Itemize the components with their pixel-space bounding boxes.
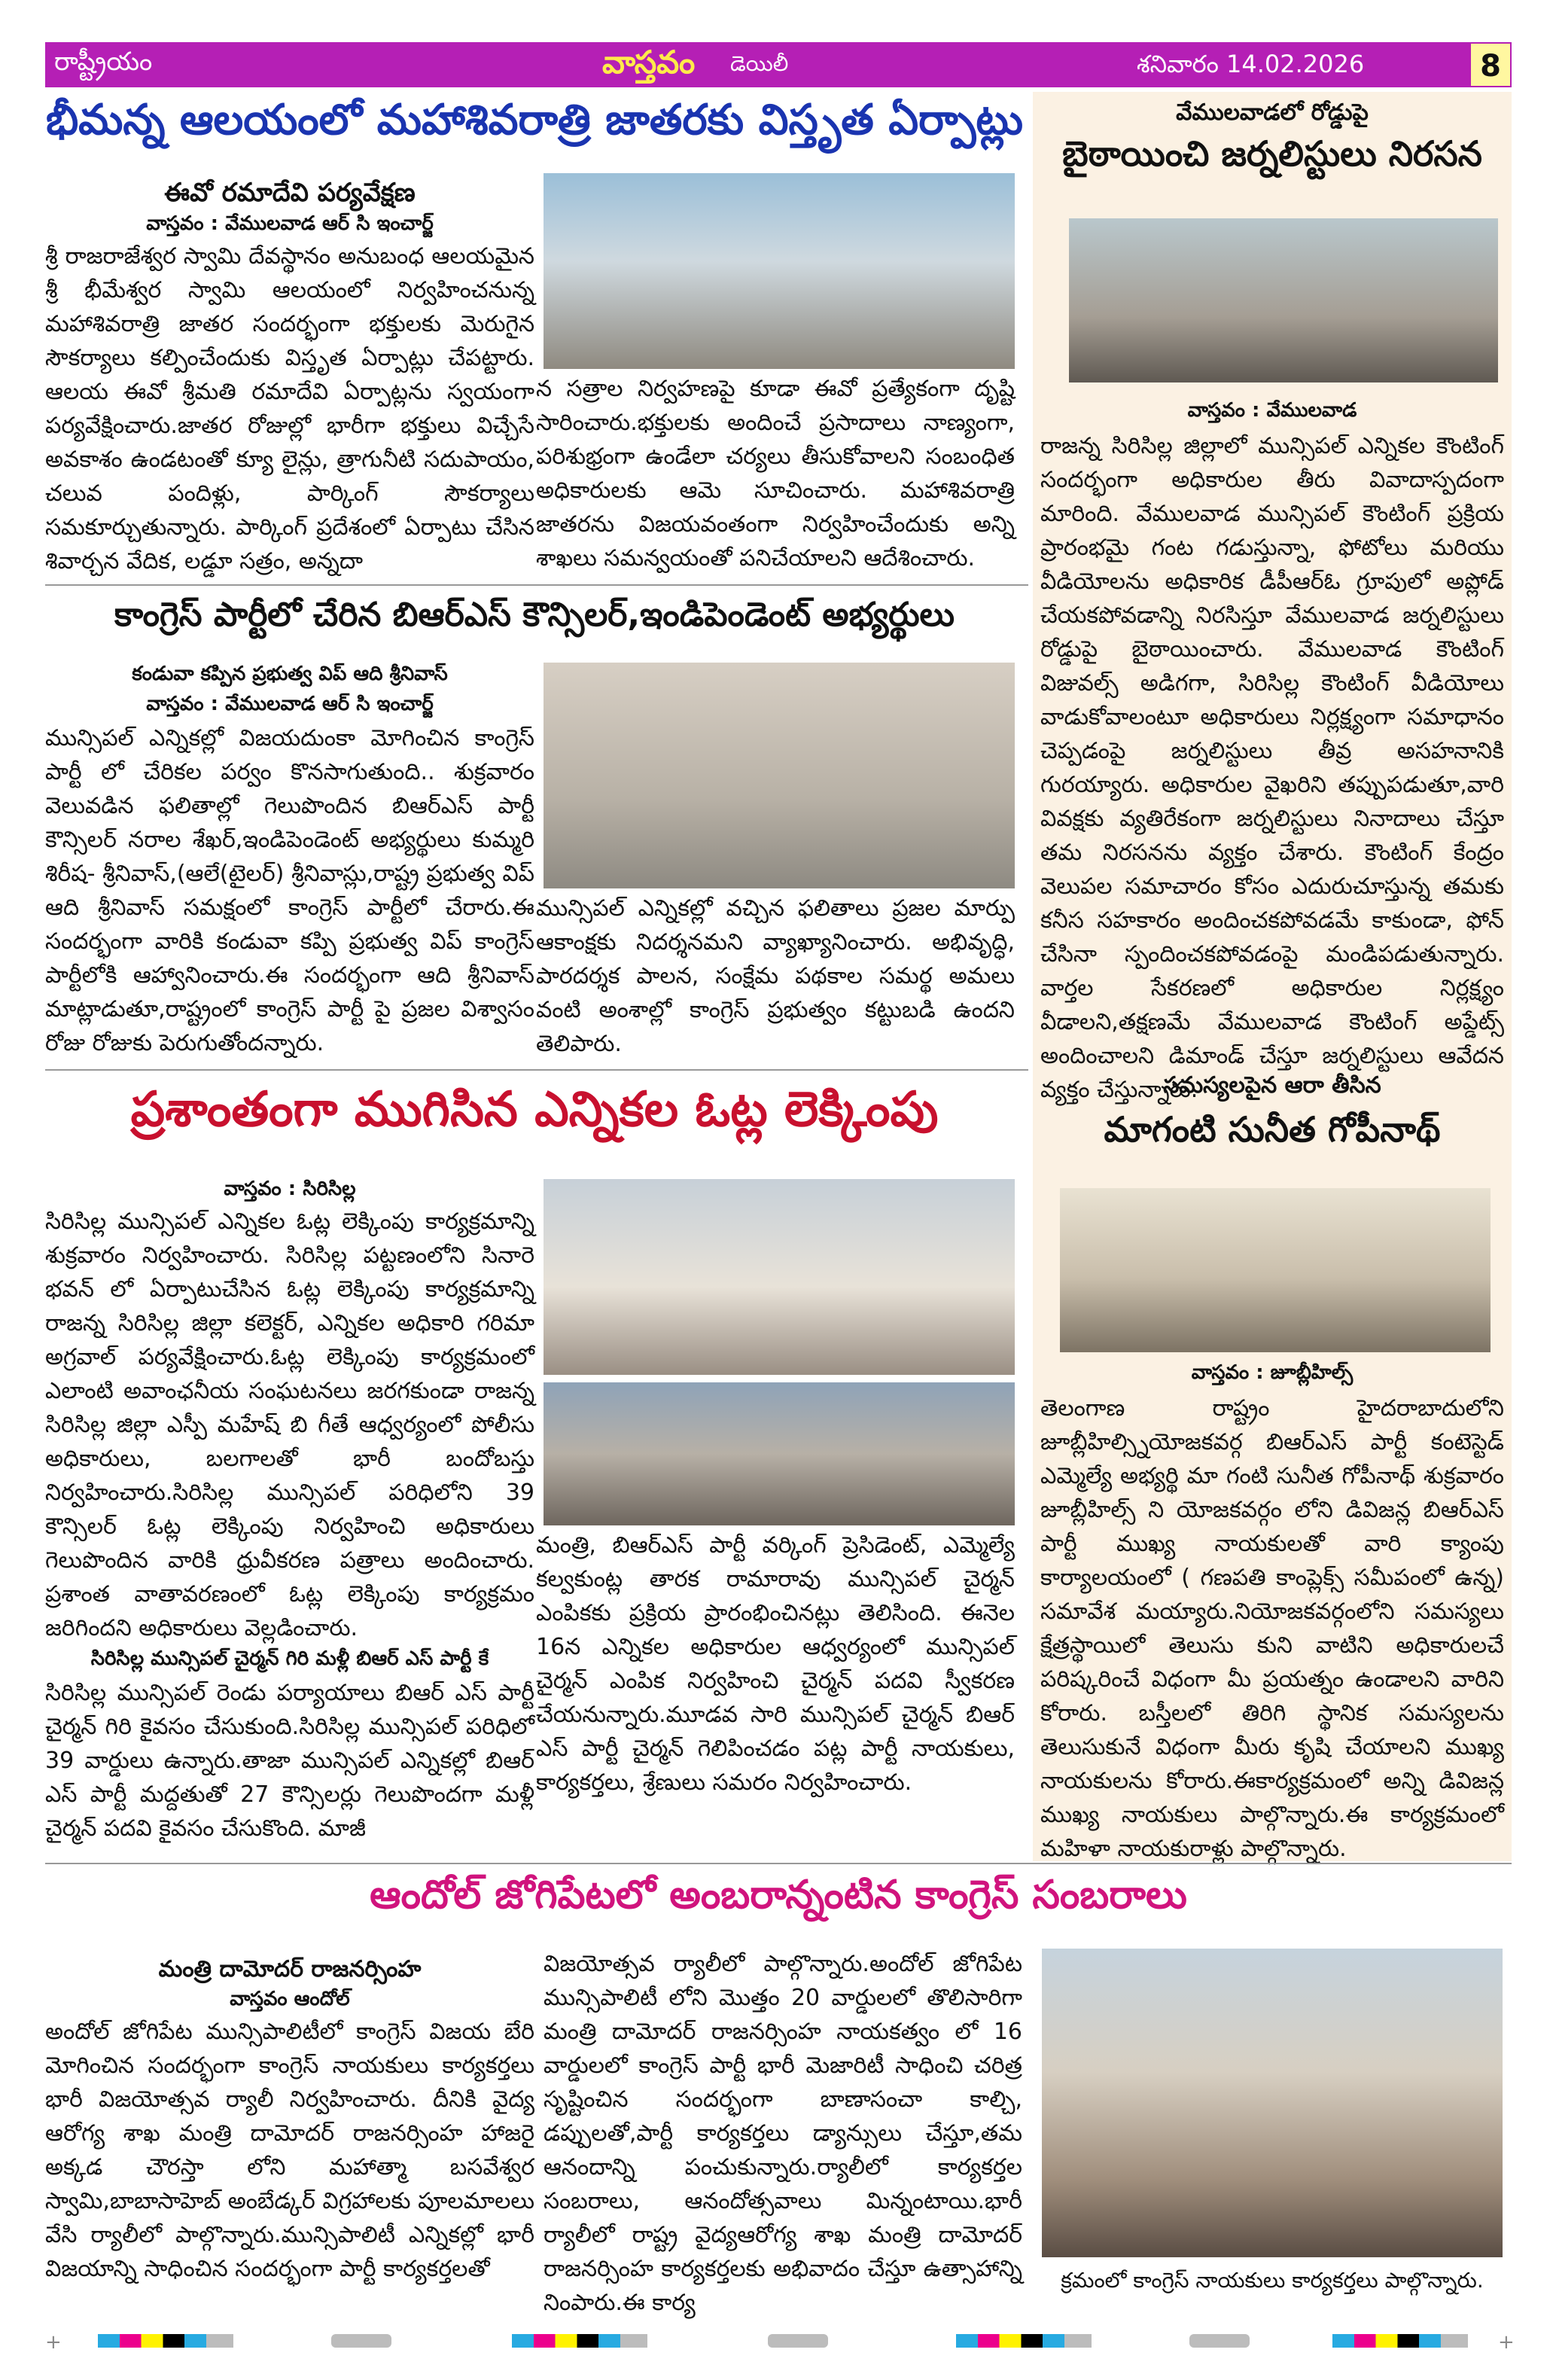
story1-headline: భీమన్న ఆలయంలో మహాశివరాత్రి జాతరకు విస్తృత ఏర్పాట్లు	[45, 96, 1024, 145]
divider	[45, 1863, 1512, 1864]
story1-subhead: ఈవో రమాదేవి పర్యవేక్షణ	[164, 178, 416, 208]
story5-photo	[1069, 218, 1498, 382]
color-bar	[512, 2334, 647, 2348]
newspaper-name: వాస్తవం	[602, 44, 696, 81]
story6-body: తెలంగాణ రాష్ట్రం హైదరాబాదులోని జూబ్లీహిల్స్నియోజకవర్గ బిఆర్ఎస్ పార్టీ కంటెస్టెడ్ ఎమ్మెల్యే అభ్యర్థి మా గంటి సునీత గోపీనాథ్ శుక్రవారం జూబ్లీహిల్స్ ని యోజకవర్గం లోని డివిజన్ల బిఆర్ఎస్ పార్టీ ముఖ్య నాయకులతో వారి క్యాంపు కార్యాలయంలో ( గణపతి కాంప్లెక్స్ సమీపంలో ఉన్న) సమావేశ మయ్యారు.నియోజకవర్గంలోని సమస్యలు క్షేత్రస్థాయిలో తెలుసు కుని వాటిని అధికారులచే పరిష్కరించే విధంగా మీ ప్రయత్నం ఉండాలని వారిని కోరారు. బస్తీలలో తిరిగి స్థానిక సమస్యలను తెలుసుకునే విధంగా మీరు కృషి చేయాలని ముఖ్య నాయకులను కోరారు.ఈకార్యక్రమంలో అన్ని డివిజన్ల ముఖ్య నాయకులు పాల్గొన్నారు.ఈ కార్యక్రమంలో మహిళా నాయకురాళ్లు పాల్గొన్నారు.	[1040, 1395, 1504, 1862]
divider	[45, 584, 1028, 586]
story1-byline: వాస్తవం : వేములవాడ ఆర్ సి ఇంచార్జ్	[146, 212, 434, 235]
crop-mark: +	[1498, 2331, 1515, 2354]
story5-byline: వాస్తవం : వేములవాడ	[1187, 399, 1357, 422]
story1-column-1: శ్రీ రాజరాజేశ్వర స్వామి దేవస్థానం అనుబంధ ఆలయమైన శ్రీ భీమేశ్వర స్వామి ఆలయంలో నిర్వహించనున్న మహాశివరాత్రి జాతర సందర్భంగా భక్తులకు మెరుగైన సౌకర్యాలు కల్పించేందుకు విస్తృత ఏర్పాట్లు చేపట్టారు. ఆలయ ఈవో శ్రీమతి రమాదేవి ఏర్పాట్లను స్వయంగా పర్యవేక్షించారు.జాతర రోజుల్లో భారీగా భక్తులు విచ్చేసే అవకాశం ఉండటంతో క్యూ లైన్లు, త్రాగునీటి సదుపాయం, చలువ పందిళ్లు, పార్కింగ్ సౌకర్యాలు సమకూర్చుతున్నారు. పార్కింగ్ ప్రదేశంలో ఏర్పాటు చేసిన శివార్చన వేదిక, లడ్డూ సత్రం, అన్నదా	[45, 243, 534, 574]
story3-photo-2	[544, 1382, 1015, 1525]
story6-byline: వాస్తవం : జూబ్లీహిల్స్	[1191, 1361, 1354, 1384]
story5-headline: బైఠాయించి జర్నలిస్టులు నిరసన	[1062, 133, 1482, 174]
crop-mark: +	[45, 2331, 62, 2354]
divider	[45, 1069, 1028, 1071]
story3-byline: వాస్తవం : సిరిసిల్ల	[224, 1178, 356, 1200]
story2-byline: వాస్తవం : వేములవాడ ఆర్ సి ఇంచార్జ్	[146, 693, 434, 715]
story2-column-1: మున్సిపల్ ఎన్నికల్లో విజయదుంకా మోగించిన కాంగ్రెస్ పార్టీ లో చేరికల పర్వం కొనసాగుతుంది.. శుక్రవారం వెలువడిన ఫలితాల్లో గెలుపొందిన బిఆర్ఎస్ పార్టీ కౌన్సిలర్ నరాల శేఖర్,ఇండిపెండెంట్ అభ్యర్థులు కుమ్మరి శిరీష- శ్రీనివాస్,(ఆలే(టైలర్) శ్రీనివాస్లు,రాష్ట్ర ప్రభుత్వ విప్ ఆది శ్రీనివాస్ సమక్షంలో కాంగ్రెస్ పార్టీలో చేరారు.ఈ సందర్భంగా వారికి కండువా కప్పి ప్రభుత్వ విప్ కాంగ్రెస్ పార్టీలోకి ఆహ్వానించారు.ఈ సందర్భంగా ఆది శ్రీనివాస్ మాట్లాడుతూ,రాష్ట్రంలో కాంగ్రెస్ పార్టీ పై ప్రజల విశ్వాసం రోజు రోజుకు పెరుగుతోందన్నారు.	[45, 725, 534, 1056]
story4-column-2: విజయోత్సవ ర్యాలీలో పాల్గొన్నారు.అందోల్ జోగిపేట మున్సిపాలిటీ లోని మొత్తం 20 వార్డులలో తొలిసారిగా మంత్రి దామోదర్ రాజనర్సింహ నాయకత్వం లో 16 వార్డులలో కాంగ్రెస్ పార్టీ భారీ మెజారిటీ సాధించి చరిత్ర సృష్టించిన సందర్భంగా బాణాసంచా కాల్చి, డప్పులతో,పార్టీ కార్యకర్తలు డ్యాన్సులు చేస్తూ,తమ ఆనందాన్ని పంచుకున్నారు.ర్యాలీలో కార్యకర్తల సంబరాలు, ఆనందోత్సవాలు మిన్నంటాయి.భారీ ర్యాలీలో రాష్ట్ర వైద్యఆరోగ్య శాఖ మంత్రి దామోదర్ రాజనర్సింహ కార్యకర్తలకు అభివాదం చేస్తూ ఉత్సాహాన్ని నింపారు.ఈ కార్య	[544, 1951, 1022, 2316]
story3-column-2: మంత్రి, బిఆర్ఎస్ పార్టీ వర్కింగ్ ప్రెసిడెంట్, ఎమ్మెల్యే కల్వకుంట్ల తారక రామారావు మున్సిపల్ చైర్మన్ ఎంపికకు ప్రక్రియ ప్రారంభించినట్లు తెలిసింది. ఈనెల 16న ఎన్నికల అధికారుల ఆధ్వర్యంలో మున్సిపల్ చైర్మన్ ఎంపిక నిర్వహించి చైర్మన్ పదవి స్వీకరణ చేయనున్నారు.మూడవ సారి మున్సిపల్ చైర్మన్ బిఆర్ ఎస్ పార్టీ చైర్మన్ గెలిపించడం పట్ల పార్టీ నాయకులు, కార్యకర్తలు, శ్రేణులు సమరం నిర్వహించారు.	[536, 1532, 1015, 1796]
story3-subhead: సిరిసిల్ల మున్సిపల్ చైర్మన్ గిరి మళ్లీ బిఆర్ ఎస్ పార్టీ కే	[90, 1647, 489, 1670]
story1-photo	[544, 173, 1015, 369]
story6-kicker: సమస్యలపైన ఆరా తీసిన	[1163, 1072, 1381, 1099]
story2-subhead: కండువా కప్పిన ప్రభుత్వ విప్ ఆది శ్రీనివాస్	[132, 663, 448, 685]
story1-column-2: న సత్రాల నిర్వహణపై కూడా ఈవో ప్రత్యేకంగా దృష్టి సారించారు.భక్తులకు అందించే ప్రసాదాలు నాణ్యంగా, పరిశుభ్రంగా ఉండేలా చర్యలు తీసుకోవాలని సంబంధిత అధికారులకు ఆమె సూచించారు. మహాశివరాత్రి జాతరను విజయవంతంగా నిర్వహించేందుకు అన్ని శాఖలు సమన్వయంతో పనిచేయాలని ఆదేశించారు.	[536, 376, 1015, 571]
story3-photo-1	[544, 1179, 1015, 1375]
section-name: రాష్ట్రీయం	[54, 47, 153, 77]
color-bar	[956, 2334, 1092, 2348]
color-bar	[1189, 2334, 1250, 2348]
story2-headline: కాంగ్రెస్ పార్టీలో చేరిన బిఆర్ఎస్ కౌన్సిలర్,ఇండిపెండెంట్ అభ్యర్థులు	[114, 596, 955, 634]
issue-date: శనివారం 14.02.2026	[1137, 50, 1365, 78]
story2-column-2: మున్సిపల్ ఎన్నికల్లో వచ్చిన ఫలితాలు ప్రజల మార్పు ఆకాంక్షకు నిదర్శనమని వ్యాఖ్యానించారు. అభివృద్ధి, పారదర్శక పాలన, సంక్షేమ పథకాల సమర్థ అమలు వంటి అంశాల్లో కాంగ్రెస్ ప్రభుత్వం కట్టుబడి ఉందని తెలిపారు.	[536, 895, 1015, 1057]
color-bar	[1332, 2334, 1468, 2348]
story3-headline: ప్రశాంతంగా ముగిసిన ఎన్నికల ఓట్ల లెక్కింపు	[130, 1082, 939, 1138]
page-number: 8	[1469, 42, 1512, 87]
edition-label: డెయిలీ	[730, 51, 789, 76]
color-bar	[98, 2334, 233, 2348]
story5-kicker: వేములవాడలో రోడ్డుపై	[1176, 99, 1369, 126]
story4-caption: క్రమంలో కాంగ్రెస్ నాయకులు కార్యకర్తలు పాల్గొన్నారు.	[1061, 2268, 1484, 2293]
story2-photo	[544, 663, 1015, 888]
story5-body: రాజన్న సిరిసిల్ల జిల్లాలో మున్సిపల్ ఎన్నికల కౌంటింగ్ సందర్భంగా అధికారుల తీరు వివాదాస్పదంగా మారింది. వేములవాడ మున్సిపల్ కౌంటింగ్ ప్రక్రియ ప్రారంభమై గంట గడుస్తున్నా, ఫోటోలు మరియు వీడియోలను అధికారిక డీపీఆర్ఓ గ్రూపులో అప్లోడ్ చేయకపోవడాన్ని నిరసిస్తూ వేములవాడ జర్నలిస్టులు రోడ్డుపై బైఠాయించారు. వేములవాడ కౌంటింగ్ విజువల్స్ అడిగగా, సిరిసిల్ల కౌంటింగ్ వీడియోలు వాడుకోవాలంటూ అధికారులు నిర్లక్ష్యంగా సమాధానం చెప్పడంపై జర్నలిస్టులు తీవ్ర అసహనానికి గురయ్యారు. అధికారుల వైఖరిని తప్పుపడుతూ,వారి వివక్షకు వ్యతిరేకంగా జర్నలిస్టులు నినాదాలు చేస్తూ తమ నిరసనను వ్యక్తం చేశారు. కౌంటింగ్ కేంద్రం వెలుపల సమాచారం కోసం ఎదురుచూస్తున్న తమకు కనీస సహకారం అందించకపోవడమే కాకుండా, ఫోన్ చేసినా స్పందించకపోవడంపై మండిపడుతున్నారు. వార్తల సేకరణలో అధికారుల నిర్లక్ష్యం వీడాలని,తక్షణమే వేములవాడ కౌంటింగ్ అప్డేట్స్ అందించాలని డిమాండ్ చేస్తూ జర్నలిస్టులు ఆవేదన వ్యక్తం చేస్తున్నారు.	[1040, 433, 1504, 1103]
story4-headline: ఆందోల్ జోగిపేటలో అంబరాన్నంటిన కాంగ్రెస్ సంబరాలు	[370, 1873, 1187, 1918]
story4-subhead: మంత్రి దామోదర్ రాజనర్సింహ	[158, 1956, 422, 1982]
story6-photo	[1060, 1188, 1491, 1352]
story4-byline: వాస్తవం ఆందోల్	[230, 1988, 350, 2010]
story3-column-1: సిరిసిల్ల మున్సిపల్ ఎన్నికల ఓట్ల లెక్కింపు కార్యక్రమాన్ని శుక్రవారం నిర్వహించారు. సిరిసిల్ల పట్టణంలోని సినారె భవన్ లో ఏర్పాటుచేసిన ఓట్ల లెక్కింపు కార్యక్రమాన్ని రాజన్న సిరిసిల్ల జిల్లా కలెక్టర్, ఎన్నికల అధికారి గరిమా అగ్రవాల్ పర్యవేక్షించారు.ఓట్ల లెక్కింపు కార్యక్రమంలో ఎలాంటి అవాంఛనీయ సంఘటనలు జరగకుండా రాజన్న సిరిసిల్ల జిల్లా ఎస్పీ మహేష్ బి గీతే ఆధ్వర్యంలో పోలీసు అధికారులు, బలగాలతో భారీ బందోబస్తు నిర్వహించారు.సిరిసిల్ల మున్సిపల్ పరిధిలోని 39 కౌన్సిలర్ ఓట్ల లెక్కింపు నిర్వహించి అధికారులు గెలుపొందిన వారికి ధ్రువీకరణ పత్రాలు అందించారు. ప్రశాంత వాతావరణంలో ఓట్ల లెక్కింపు కార్యక్రమం జరిగిందని అధికారులు వెల్లడించారు.	[45, 1208, 534, 1641]
color-bar	[768, 2334, 828, 2348]
color-bar	[331, 2334, 391, 2348]
story6-headline: మాగంటి సునీత గోపీనాథ్	[1104, 1109, 1441, 1150]
story3-column-1b: సిరిసిల్ల మున్సిపల్ రెండు పర్యాయాలు బిఆర్ ఎస్ పార్టీ చైర్మన్ గిరి కైవసం చేసుకుంది.సిరిసిల్ల మున్సిపల్ పరిధిలో 39 వార్డులు ఉన్నారు.తాజా మున్సిపల్ ఎన్నికల్లో బిఆర్ ఎస్ పార్టీ మద్దతుతో 27 కౌన్సిలర్లు గెలుపొందగా మళ్లీ చైర్మన్ పదవి కైవసం చేసుకొంది. మాజీ	[45, 1680, 534, 1842]
story4-column-1: అందోల్ జోగిపేట మున్సిపాలిటీలో కాంగ్రెస్ విజయ బేరి మోగించిన సందర్భంగా కాంగ్రెస్ నాయకులు కార్యకర్తలు భారీ విజయోత్సవ ర్యాలీ నిర్వహించారు. దీనికి వైద్య ఆరోగ్య శాఖ మంత్రి దామోదర్ రాజనర్సింహ హాజరై అక్కడ చౌరస్తా లోని మహాత్మా బసవేశ్వర స్వామి,బాబాసాహెబ్ అంబేడ్కర్ విగ్రహాలకు పూలమాలలు వేసి ర్యాలీలో పాల్గొన్నారు.మున్సిపాలిటీ ఎన్నికల్లో భారీ విజయాన్ని సాధించిన సందర్భంగా పార్టీ కార్యకర్తలతో	[45, 2019, 534, 2282]
story4-photo	[1042, 1949, 1503, 2257]
